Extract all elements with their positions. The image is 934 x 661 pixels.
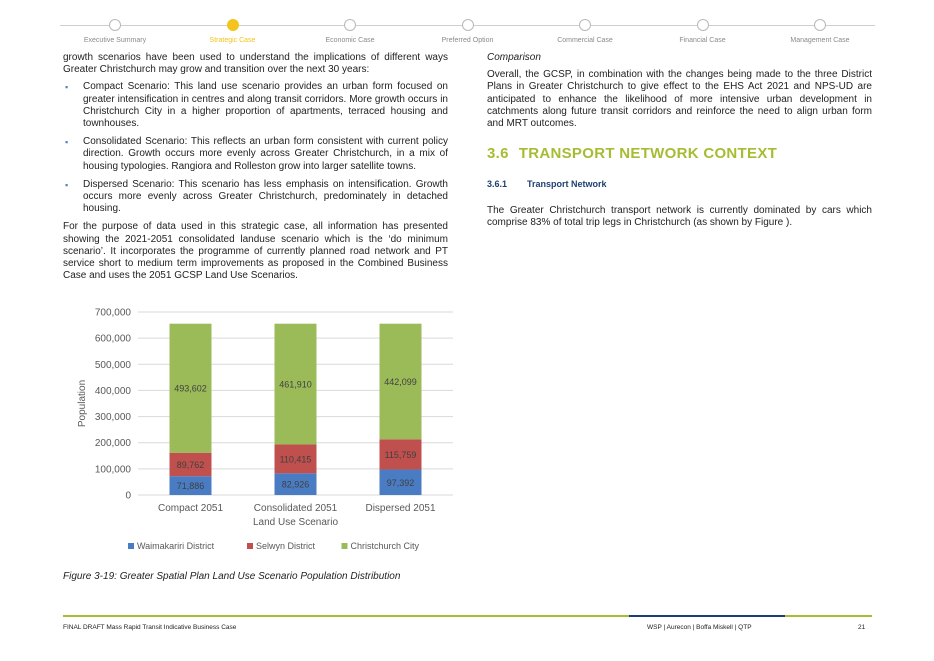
data-label: 110,415 [279,454,312,465]
data-label: 442,099 [384,376,417,387]
subsection-heading [487,178,872,190]
section-heading [487,145,872,163]
bullet-text-compact: Compact Scenario: This land use scenario provides an urban form focused on greater intensification in centres and along transit corridors. More growth occurs in Christchurch City in a higher proportion of apartments, terraced housing and townhouses. [83,81,448,130]
step-dot-icon [344,19,356,31]
nav-step-label: Economic Case [325,37,375,44]
nav-step-financial-case[interactable] [643,19,763,44]
footer-document-title: FINAL DRAFT Mass Rapid Transit Indicative Business Case [63,624,237,631]
y-tick-label: 600,000 [94,333,131,345]
comparison-heading: Comparison [487,52,541,63]
subsection-number: 3.6.1 [487,179,508,190]
case-progress-nav [60,0,875,48]
transport-paragraph: The Greater Christchurch transport network is currently dominated by cars which comprise 83% of total trip legs in Christchurch (as shown by Figure ). [487,204,872,228]
left-column [63,52,448,287]
x-tick-label: Consolidated 2051 [253,503,338,514]
legend-swatch [247,543,253,549]
list-item [63,136,448,173]
subsection-title: Transport Network [527,179,607,190]
nav-step-label: Strategic Case [209,37,256,44]
right-column [487,52,872,234]
data-label: 89,762 [176,459,205,470]
y-axis-label: Population [77,379,88,428]
nav-step-executive-summary[interactable] [55,19,175,44]
y-tick-label: 200,000 [94,438,131,450]
y-tick-label: 500,000 [94,359,131,371]
step-dot-icon [697,19,709,31]
nav-step-label: Preferred Option [441,37,494,44]
data-label: 97,392 [386,477,415,488]
data-label: 71,886 [176,481,205,492]
x-axis-label: Land Use Scenario [252,517,339,528]
step-dot-icon [109,19,121,31]
data-label: 461,910 [279,379,312,390]
section-title: TRANSPORT NETWORK CONTEXT [518,145,778,163]
x-tick-label: Dispersed 2051 [365,503,436,514]
intro-paragraph: growth scenarios have been used to understand the implications of different ways Greater Christchurch may grow and transition over the next 30 years: [63,52,448,76]
legend-label: Christchurch City [350,541,420,551]
step-dot-icon [579,19,591,31]
data-scenario-paragraph: For the purpose of data used in this strategic case, all information has presented showing the 2021-2051 consolidated landuse scenario which is the ‘do minimum scenario’. It incorporates the programme of currently planned road network and PT service short to medium term improvements as proposed in the Combined Business Case and uses the 2051 GCSP Land Use Scenarios. [63,221,448,282]
step-dot-icon [227,19,239,31]
y-tick-label: 400,000 [94,385,131,397]
nav-step-economic-case[interactable] [290,19,410,44]
data-label: 82,926 [281,479,310,490]
footer-rule-blue [629,615,785,617]
bullet-icon: ▪ [65,179,69,190]
step-dot-icon [462,19,474,31]
nav-step-label: Management Case [790,37,850,44]
section-number: 3.6 [487,145,509,163]
legend-label: Selwyn District [256,541,316,551]
x-tick-label: Compact 2051 [157,503,224,514]
legend-swatch [342,543,348,549]
step-dot-icon [814,19,826,31]
nav-step-commercial-case[interactable] [525,19,645,44]
footer-rule-green [63,615,629,617]
list-item [63,81,448,130]
scenario-list [63,81,448,215]
bullet-text-dispersed: Dispersed Scenario: This scenario has less emphasis on intensification. Growth occurs more evenly across Greater Christchurch, predominately in detached housing. [83,178,448,215]
legend-swatch [128,543,134,549]
nav-step-management-case[interactable] [760,19,880,44]
nav-step-label: Financial Case [679,37,726,44]
data-label: 115,759 [384,449,417,460]
comparison-paragraph: Overall, the GCSP, in combination with the changes being made to the three District Plans in Greater Christchurch to give effect to the EHS Act 2021 and NPS-UD are anticipated to enhance the likelihood of more intensive urban development in catchments along future transit corridors and reinforce the need to align urban form and MRT outcomes. [487,69,872,130]
y-tick-label: 700,000 [94,307,131,319]
bullet-icon: ▪ [65,82,69,93]
bullet-text-consolidated: Consolidated Scenario: This reflects an urban form consistent with current policy direction. Growth occurs more evenly across Greater Christchurch, in a mix of housing typologies. Rangiora and Rolleston grow into larger satellite towns. [83,136,448,172]
y-tick-label: 100,000 [94,464,131,476]
footer-authors: WSP | Aurecon | Boffa Miskell | QTP [647,624,752,631]
footer-rule-green-right [785,615,872,617]
nav-step-strategic-case[interactable] [173,19,293,44]
population-chart [63,303,458,568]
y-tick-label: 0 [125,490,131,502]
nav-step-preferred-option[interactable] [408,19,528,44]
y-tick-label: 300,000 [94,412,131,424]
legend-label: Waimakariri District [137,541,215,551]
nav-step-label: Executive Summary [83,37,147,44]
list-item [63,179,448,216]
page-number: 21 [858,624,866,631]
nav-step-label: Commercial Case [557,37,613,44]
bullet-icon: ▪ [65,137,69,148]
data-label: 493,602 [174,383,207,394]
figure-caption: Figure 3-19: Greater Spatial Plan Land Use Scenario Population Distribution [63,571,401,582]
